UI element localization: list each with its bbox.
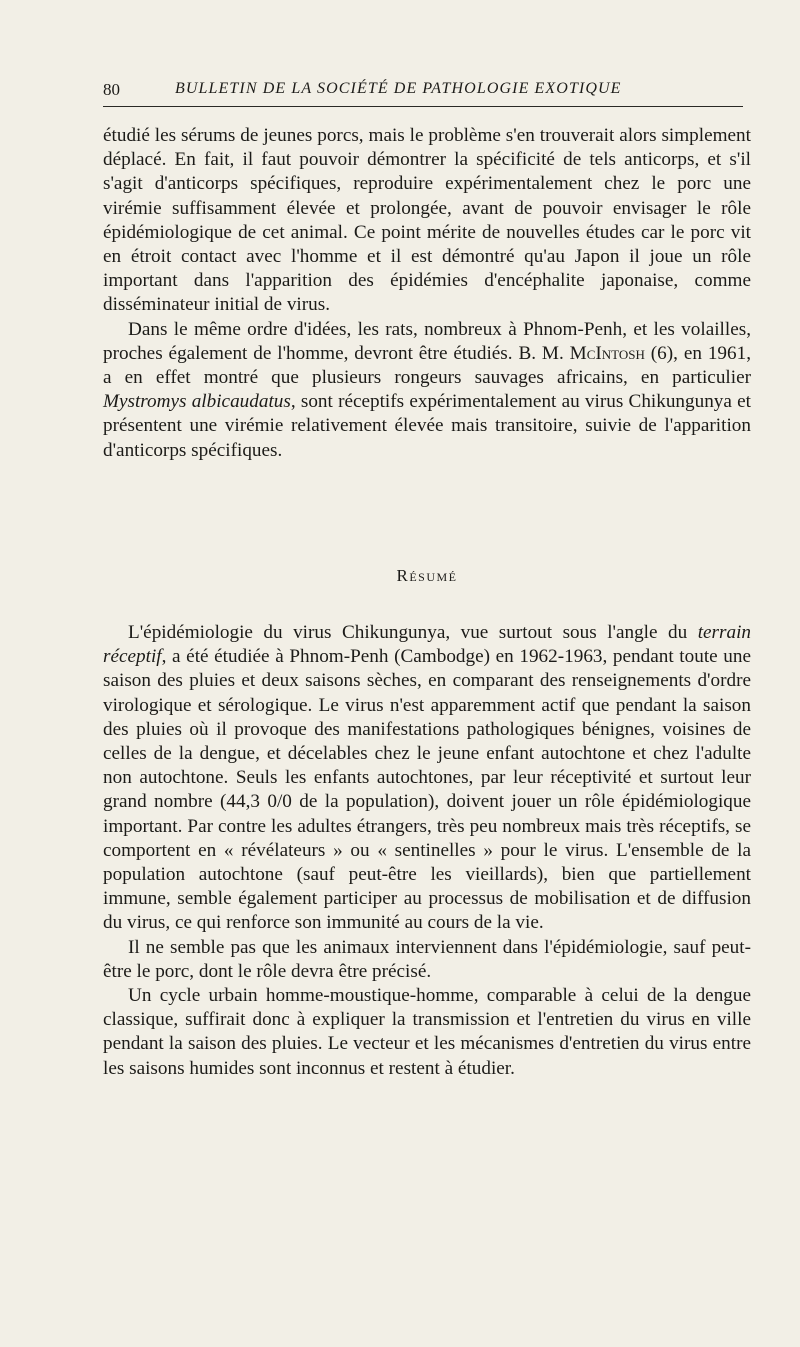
running-title: BULLETIN DE LA SOCIÉTÉ DE PATHOLOGIE EXOTIQUE <box>175 80 622 97</box>
summary-paragraph-3: Un cycle urbain homme-moustique-homme, comparable à celui de la dengue classique, suffirait donc à expliquer la transmission et l'entretien du virus en ville pendant la saison des pluies. Le vecteur et les mécanismes d'entretien du virus entre les saisons humides sont inconnus et restent à étudier. <box>103 985 751 1079</box>
paragraph-text: L'épidémiologie du virus Chikungunya, vue surtout sous l'angle du <box>128 622 698 643</box>
page-header <box>103 78 743 102</box>
summary-paragraph-2: Il ne semble pas que les animaux interviennent dans l'épidémiologie, sauf peut-être le porc, dont le rôle devra être précisé. <box>103 936 751 982</box>
species-name: Mystromys albicaudatus <box>103 391 291 413</box>
summary-paragraph-1 <box>103 621 751 936</box>
author-name: McIntosh <box>569 342 645 364</box>
paragraph-text: Dans le même ordre d'idées, les rats, nombreux à Phnom-Penh, et les volailles, proches également de l'homme, devront être étudiés. B. M. <box>103 318 751 364</box>
paragraph-continued: étudié les sérums de jeunes porcs, mais le problème s'en trouverait alors simplement déplacé. En fait, il faut pouvoir démontrer la spécificité de tels anticorps, et s'il s'agit d'anticorps spécifiques, reproduire expérimentalement chez le porc une virémie suffisamment élevée et prolongée, avant de pouvoir envisager le rôle épidémiologique de cet animal. Ce point mérite de nouvelles études car le porc vit en étroit contact avec l'homme et il est démontré qu'au Japon il joue un rôle important dans l'apparition des épidémies d'encéphalite japonaise, comme disséminateur initial de virus. <box>103 125 751 316</box>
paragraph-text: (6), en 1961, a en effet montré que plusieurs rongeurs sauvages africains, en particulier <box>103 342 751 389</box>
paragraph-text: , sont réceptifs expérimentalement au virus Chikungunya et présentent une virémie relativement élevée mais transitoire, suivie de l'apparition d'anticorps spécifiques. <box>103 391 751 461</box>
emphasized-term: terrain réceptif <box>103 622 751 668</box>
paragraph-text: , a été étudiée à Phnom-Penh (Cambodge) en 1962-1963, pendant toute une saison des pluies et deux saisons sèches, en comparant des renseignements d'ordre virologique et sérologique. Le virus n'est apparemment actif que pendant la saison des pluies où il provoque des manifestations pathologiques bénignes, voisines de celles de la dengue, et décelables chez le jeune enfant autochtone et chez l'adulte non autochtone. Seuls les enfants autochtones, par leur réceptivité et surtout leur grand nombre (44,3 0/0 de la population), doivent jouer un rôle épidémiologique important. Par contre les adultes étrangers, très peu nombreux mais très réceptifs, se comportent en « révélateurs » ou « sentinelles » pour le virus. L'ensemble de la population autochtone (sauf peut-être les vieillards), bien que partiellement immune, semble également participer au processus de mobilisation et de diffusion du virus, ce qui renforce son immunité au cours de la vie. <box>103 646 751 934</box>
section-heading: Résumé <box>396 566 458 585</box>
page-number: 80 <box>103 80 120 99</box>
summary-text <box>103 621 751 1081</box>
paragraph-rodents <box>103 318 751 463</box>
body-text <box>103 124 751 463</box>
header-rule <box>103 106 743 107</box>
